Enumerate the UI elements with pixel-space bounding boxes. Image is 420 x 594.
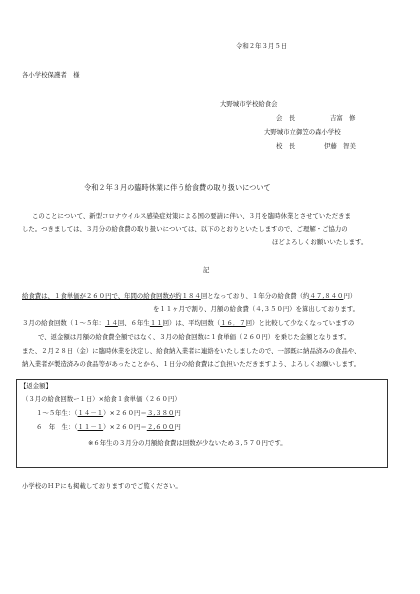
footer-note: 小学校のＨＰにも掲載しておりますのでご覧ください。 xyxy=(22,482,182,490)
intro-line: した。つきましては、３月分の給食費の取り扱いについては、以下のとおりといたしますので、ご理解・ご協力の xyxy=(22,225,348,233)
refund-note: ※６年生の３月分の月額給食費は回数が少ないため３,５７０円です。 xyxy=(88,439,287,447)
body-line-1: 給食費は、１食単価が２６０円で、年間の給食回数が約１８４回となっており、１年分の給食費（約４７,８４０円） xyxy=(22,292,357,300)
sender-principal-title: 校 長 xyxy=(276,142,296,150)
refund-formula: （３月の給食回数ー１日）×給食１食単価（２６０円） xyxy=(22,395,181,403)
body-line-3: ３月の給食回数（１～５年：１４回、６年生１１回）は、平均回数（１６．７回）と比較して少なくなっていますの xyxy=(22,319,355,327)
refund-row-grade1-5: １～５年生：（１４－１）×２６０円＝３,３８０円 xyxy=(36,409,181,417)
document-title: 令和２年３月の臨時休業に伴う給食費の取り扱いについて xyxy=(84,183,271,192)
sender-chair-name: 吉富 修 xyxy=(330,114,356,122)
sender-org: 大野城市学校給食会 xyxy=(220,100,278,108)
body-line-6: 納入業者が製造済みの食品等があったことから、１日分の給食費はご負担いただきますよう、よろしくお願いします。 xyxy=(22,360,361,368)
ki-heading: 記 xyxy=(203,266,210,274)
recipient: 各小学校保護者 様 xyxy=(22,71,80,79)
body-line-4: で、返金額は月額の給食費全額ではなく、３月の給食回数に１食単価（２６０円）を乗じた金額となります。 xyxy=(38,333,351,341)
document-date: 令和２年３月５日 xyxy=(236,42,288,50)
body-line-2: を１１ヶ月で割り、月額の給食費（４,３５０円）を算出しております。 xyxy=(153,305,360,313)
body-line-5: また、２月２８日（金）に臨時休業を決定し、給食納入業者に連絡をいたしましたので、一部既に納品済みの食品や、 xyxy=(22,347,361,355)
refund-heading: 【返金額】 xyxy=(20,382,52,390)
sender-chair-title: 会 長 xyxy=(276,114,296,122)
refund-row-grade6: ６ 年 生：（１１－１）×２６０円＝２,６００円 xyxy=(36,423,181,431)
intro-line: ほどよろしくお願いいたします。 xyxy=(272,238,368,246)
sender-principal-name: 伊藤 智美 xyxy=(324,142,356,150)
sender-school: 大野城市立御笠の森小学校 xyxy=(264,128,341,136)
intro-line: このことについて、新型コロナウイルス感染症対策による国の要請に伴い、３月を臨時休業とさせていただきま xyxy=(32,212,351,220)
